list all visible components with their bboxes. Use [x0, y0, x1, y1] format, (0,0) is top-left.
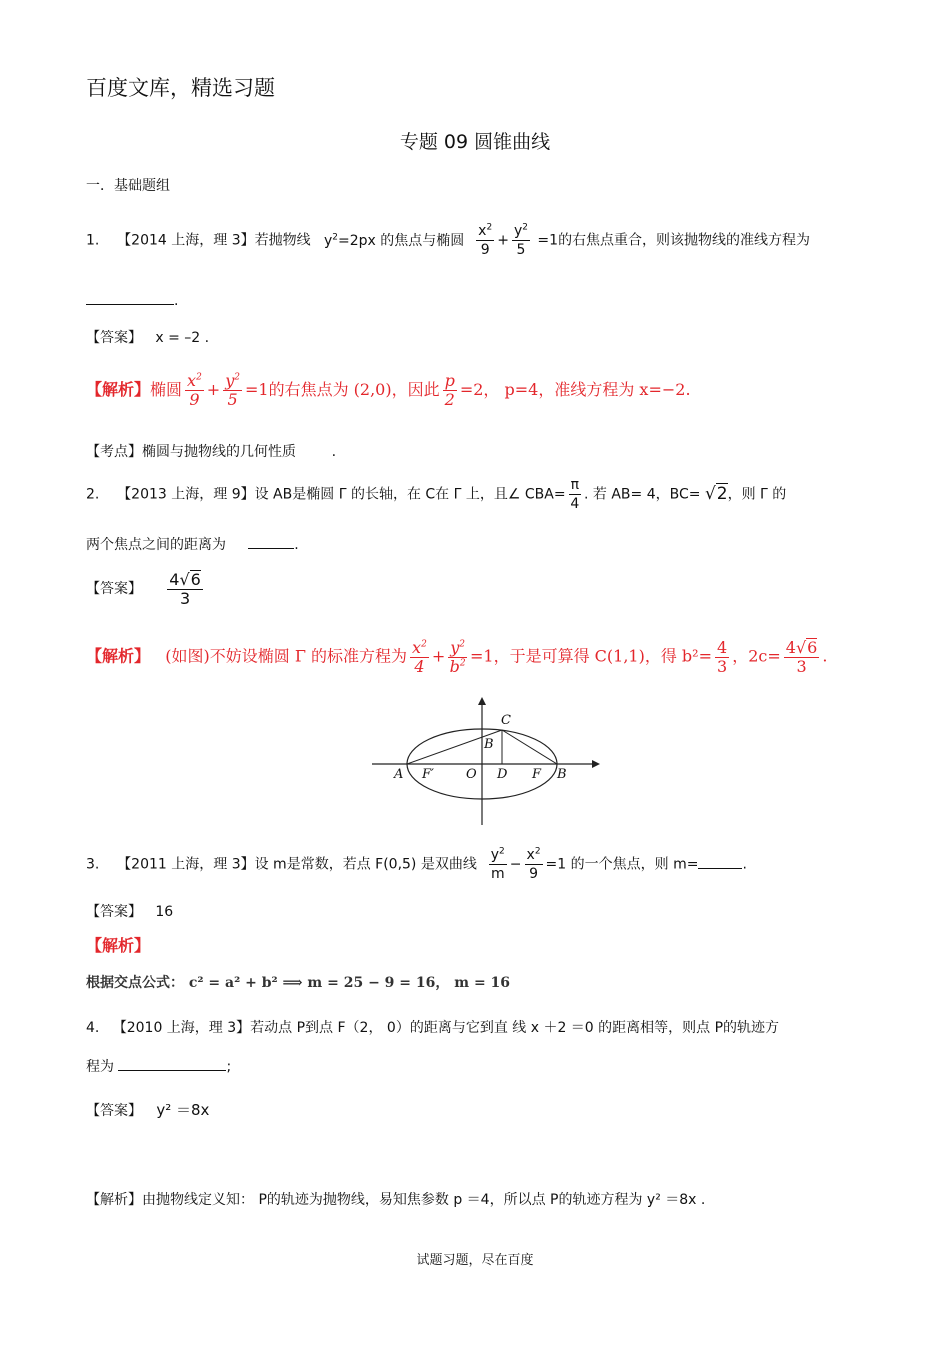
q1-answer: [86, 328, 209, 348]
q1-blank-line: .: [86, 290, 178, 311]
q3-analysis-formula: 根据交点公式： c² = a² + b² ⟹ m = 25 − 9 = 16， m = 16: [86, 975, 511, 991]
answer-label: 【答案】: [86, 330, 142, 346]
answer-blank: [248, 534, 294, 549]
answer-label: 【答案】: [86, 581, 142, 597]
q4-analysis: 【解析】由抛物线定义知： P的轨迹为抛物线，易知焦参数 p ＝4，所以点 P的轨迹方程为 y² ＝8x .: [86, 1192, 706, 1208]
q4-line2: 程为 ;: [86, 1056, 231, 1077]
answer-blank: [118, 1056, 226, 1071]
analysis-label: 【解析】: [86, 380, 151, 399]
label-f: F: [532, 767, 542, 782]
label-b-end: B: [557, 767, 567, 782]
header-title: 百度文库，精选习题: [86, 76, 275, 100]
q1-knowledge-point: 【考点】椭圆与抛物线的几何性质 .: [86, 444, 337, 460]
label-c: C: [501, 713, 511, 728]
q1-frac-y: $\frac{y^2}{5}$: [513, 222, 528, 258]
label-d: D: [497, 767, 508, 782]
q1-eq: =1: [537, 232, 559, 249]
label-f-prime: F′: [422, 767, 434, 782]
q2-answer: 【答案】 $\frac{4√6}{3}$: [86, 570, 201, 608]
footer-text: 试题习题，尽在百度: [416, 1253, 534, 1268]
section-heading: 一．基础题组: [86, 178, 170, 194]
answer-label: 【答案】: [86, 1103, 142, 1119]
label-o: O: [466, 767, 477, 782]
q1-answer-value: x = –2 .: [155, 330, 210, 346]
answer-blank: [86, 290, 174, 305]
q1-text-b: 的右焦点重合，则该抛物线的准线方程为: [558, 232, 811, 249]
q1-analysis: 【解析】椭圆 $\frac{x^2}{9}$ + $\frac{y^2}{5}$ =1的右焦点为 (2,0)，因此 $\frac{p}{2}$ =2， p=4，准线方程为 x=−2.: [86, 371, 691, 409]
doc-title: 专题 09 圆锥曲线: [399, 131, 551, 153]
ellipse-figure: [370, 695, 600, 830]
q3-answer-value: 16: [155, 904, 174, 920]
segment-cb: [502, 730, 557, 764]
label-b-point: B: [484, 737, 494, 752]
q1-stem: 1. 【2014 上海，理 3】若抛物线 $y^2=2px$ 的焦点与椭圆 $\frac{x^2}{9}$ + $\frac{y^2}{5}$ =1的右焦点重合，则该抛物线的准线方程为: [86, 222, 811, 258]
q3-number: 3.: [86, 856, 100, 873]
q4-answer-value: y² ＝8x: [156, 1101, 210, 1119]
x-axis-arrow-icon: [592, 760, 600, 768]
analysis-label: 【解析】: [86, 646, 151, 666]
q3-analysis-label: 【解析】: [86, 936, 151, 955]
q4-stem: 4. 【2010 上海，理 3】若动点 P到点 F（2， 0）的距离与它到直 线 x ＋2 ＝0 的距离相等，则点 P的轨迹方: [86, 1020, 780, 1036]
q1-frac-x: $\frac{x^2}{9}$: [478, 222, 493, 258]
y-axis-arrow-icon: [478, 697, 486, 705]
answer-label: 【答案】: [86, 904, 142, 920]
q3-stem: 3. 【2011 上海，理 3】设 m是常数，若点 F(0,5) 是双曲线 $\frac{y^2}{m}$ − $\frac{x^2}{9}$ =1 的一个焦点，则 m= .: [86, 846, 747, 882]
q2-number: 2.: [86, 486, 100, 503]
q2-stem: 2. 【2013 上海，理 9】设 AB是椭圆 Γ 的长轴，在 C在 Γ 上，且∠ CBA= $\frac{\pi}{4}$ . 若 AB= 4，BC= √2，则 Γ 的: [86, 477, 787, 512]
q1-number: 1.: [86, 232, 100, 249]
label-a: A: [394, 767, 404, 782]
q4-number: 4.: [86, 1020, 100, 1036]
q3-answer: [86, 902, 173, 922]
q2-line2: 两个焦点之间的距离为 .: [86, 534, 299, 555]
q2-analysis: 【解析】 (如图)不妨设椭圆 Γ 的标准方程为 $\frac{x^2}{4}$ + $\frac{y^2}{b^2}$ =1，于是可算得 C(1,1)，得 b²= $\frac{4}{3}$ ，2c= $\frac{4√6}{3}$ .: [86, 637, 828, 676]
q1-text-a: 【2014 上海，理 3】若抛物线: [117, 232, 311, 249]
q4-answer: [86, 1100, 209, 1121]
answer-blank: [698, 854, 742, 869]
q1-parabola: $y^2=2px$ 的焦点与椭圆: [323, 231, 465, 249]
